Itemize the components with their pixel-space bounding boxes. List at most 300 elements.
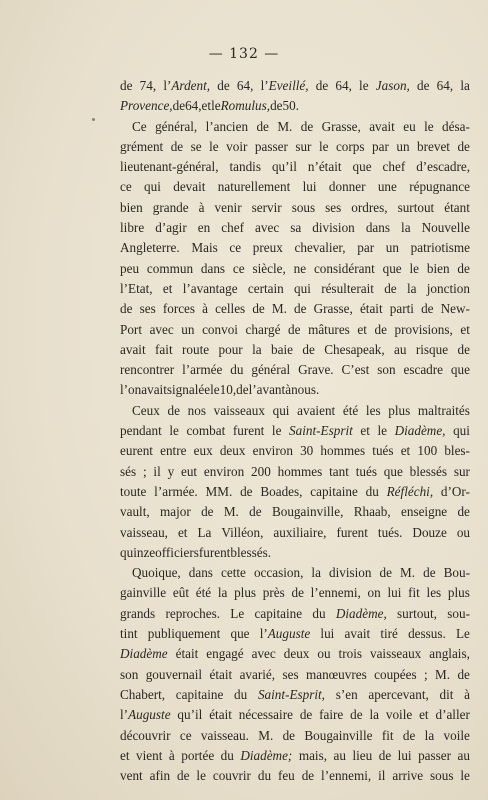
text-line <box>120 502 470 522</box>
word: chargé <box>245 321 281 337</box>
word: environ <box>203 463 245 479</box>
word: servir <box>251 199 282 215</box>
word: manœuvres <box>305 666 367 682</box>
word: lieu <box>352 747 373 763</box>
word: venir <box>214 199 242 215</box>
word: sous <box>430 768 454 784</box>
word: 64, <box>185 98 202 114</box>
word: Diadème, <box>335 605 387 621</box>
word: résulterait <box>321 280 374 296</box>
word: afin <box>149 768 171 784</box>
word: de <box>294 301 307 317</box>
word: de <box>417 78 430 93</box>
word: grands <box>120 605 156 621</box>
word: vaisseau, <box>120 524 168 540</box>
word: 30 <box>300 443 314 459</box>
word: devait <box>173 179 206 195</box>
word: chevalier, <box>294 240 346 256</box>
word: tués <box>372 443 394 459</box>
word: patriotisme <box>410 240 470 256</box>
word: commun <box>146 260 194 276</box>
word: de <box>291 585 304 601</box>
word: avait <box>344 626 371 642</box>
word: avarié, <box>239 666 276 682</box>
word: était <box>359 301 383 317</box>
word: toute <box>120 483 147 499</box>
word: de <box>120 78 133 93</box>
word: donner <box>328 179 366 195</box>
word: Nouvelle <box>421 220 470 236</box>
word: entre <box>160 443 187 459</box>
word: capitaine <box>254 605 303 621</box>
word: furent <box>336 524 368 540</box>
word: M. <box>277 118 293 134</box>
word: vient <box>136 747 163 763</box>
word: Rhaab, <box>353 504 391 520</box>
word: qui <box>294 280 311 296</box>
word: de <box>236 382 249 398</box>
word: répugnance <box>409 179 470 195</box>
word: et <box>419 707 429 723</box>
word: deux <box>219 443 246 459</box>
word: il <box>378 768 386 784</box>
word: les <box>365 402 381 418</box>
word: passer <box>254 138 288 154</box>
word: l’ennemi, <box>310 585 361 601</box>
word: Ceux <box>132 402 160 418</box>
word: que <box>230 626 250 642</box>
word: du <box>230 362 244 378</box>
word: de <box>299 707 313 723</box>
word: le <box>460 768 470 784</box>
word: l’armée. <box>154 483 198 499</box>
word: feu <box>277 768 295 784</box>
page-number: — 132 — <box>208 46 280 62</box>
word: chef <box>221 220 244 236</box>
word: de <box>350 707 363 723</box>
word: que <box>450 362 470 378</box>
word: l’ennemi, <box>321 768 372 784</box>
word: jonction <box>426 280 470 296</box>
word: avait <box>369 118 395 134</box>
word: M. <box>400 565 416 581</box>
word: de <box>457 504 470 520</box>
word: pendant <box>120 423 162 439</box>
word: le <box>409 260 420 276</box>
word: avec <box>251 646 276 662</box>
word: lui <box>387 585 402 601</box>
text-line <box>120 746 470 766</box>
word: bles- <box>444 443 470 459</box>
word: le <box>210 382 220 398</box>
word: de <box>302 341 315 357</box>
text-line <box>120 462 470 482</box>
text-line <box>120 685 470 705</box>
word: près <box>262 585 285 601</box>
text-line <box>120 644 470 664</box>
word: ses <box>325 199 342 215</box>
word: le <box>169 423 179 439</box>
word: tués <box>355 463 377 479</box>
text-line <box>120 177 470 197</box>
word: Diadème <box>120 646 168 662</box>
word: plus <box>234 585 257 601</box>
word: qu’il <box>271 159 297 175</box>
word: brevet <box>417 138 450 154</box>
text-line <box>120 563 470 583</box>
word: et <box>201 98 212 114</box>
word: fit <box>408 585 420 601</box>
word: furent <box>198 544 231 560</box>
word: Boades, <box>260 483 303 499</box>
word: La <box>197 524 212 540</box>
word: sous <box>291 199 316 215</box>
word: Bougainville <box>304 727 373 743</box>
word: engagé <box>206 646 244 662</box>
word: avait <box>141 382 167 398</box>
word: fait <box>155 341 173 357</box>
word: et <box>400 443 411 459</box>
text-line <box>120 665 470 685</box>
word: M. <box>271 301 287 317</box>
word: lieutenant-général, <box>120 159 219 175</box>
word: couvrir <box>212 768 251 784</box>
word: de <box>402 727 416 743</box>
word: naturellement <box>217 179 291 195</box>
word: de <box>256 118 269 134</box>
word: le <box>271 423 282 439</box>
word: certain <box>247 280 284 296</box>
word: sou- <box>447 605 470 621</box>
word: environ <box>252 443 293 459</box>
word: Chesapeak, <box>324 341 385 357</box>
word: de <box>120 301 133 317</box>
word: de <box>457 341 470 357</box>
word: du <box>220 747 234 763</box>
text-line <box>120 360 470 380</box>
word: 200 <box>251 463 271 479</box>
word: la <box>406 280 417 296</box>
word: l’avantage <box>182 280 238 296</box>
text-line <box>120 523 470 543</box>
word: s’en <box>335 686 358 702</box>
word: un <box>181 321 195 337</box>
word: ce <box>120 179 132 195</box>
word: dit <box>439 686 454 702</box>
word: route <box>182 341 210 357</box>
text-line <box>120 624 470 644</box>
word: baie <box>271 341 293 357</box>
word: publiquement <box>147 626 221 642</box>
word: voile <box>385 707 413 723</box>
word: grande <box>152 199 189 215</box>
word: signalée <box>166 382 211 398</box>
word: y <box>167 463 175 479</box>
word: ce <box>229 240 242 256</box>
word: que <box>383 463 403 479</box>
word: du <box>312 605 326 621</box>
word: bien <box>426 260 450 276</box>
word: de <box>252 301 265 317</box>
word: de <box>421 301 434 317</box>
word: l’Eveillé, <box>260 78 309 93</box>
word: qui <box>453 423 470 439</box>
text-line <box>120 441 470 461</box>
word: ; <box>423 666 428 682</box>
word: portée <box>181 747 215 763</box>
word: au <box>394 341 407 357</box>
word: chef <box>382 159 406 175</box>
word: voile <box>443 727 470 743</box>
word: de <box>177 768 190 784</box>
text-line <box>120 604 470 624</box>
word: apercevant, <box>368 686 429 702</box>
word: eux <box>193 443 213 459</box>
text-line <box>120 76 470 96</box>
word: 74, <box>139 78 157 93</box>
word: provisions, <box>394 321 453 337</box>
word: Diadème; <box>240 747 293 763</box>
word: de <box>315 78 329 93</box>
word: C’est <box>341 362 370 378</box>
word: hommes <box>320 443 366 459</box>
word: occasion, <box>253 565 304 581</box>
word: forces <box>162 301 196 317</box>
word: que <box>382 260 402 276</box>
word: lui <box>320 626 335 642</box>
word: nos <box>187 402 206 418</box>
word: auxiliaire, <box>273 524 327 540</box>
word: dans <box>365 220 390 236</box>
word: Bou- <box>443 565 470 581</box>
word: mâtures <box>308 321 350 337</box>
word: et <box>360 423 370 439</box>
word: ses <box>139 301 156 317</box>
word: eut <box>180 463 198 479</box>
word: de <box>457 138 470 154</box>
word: tués. <box>377 524 403 540</box>
text-line <box>120 157 470 177</box>
word: l’avant <box>248 382 286 398</box>
word: dans <box>188 565 213 581</box>
word: blessés. <box>230 544 272 560</box>
word: surtout, <box>397 605 437 621</box>
word: de <box>270 98 283 114</box>
word: pour <box>218 341 243 357</box>
word: sur <box>295 138 312 154</box>
word: Port <box>120 321 142 337</box>
word: de <box>201 504 214 520</box>
word: Angleterre. <box>120 240 180 256</box>
word: de <box>457 666 470 682</box>
word: coupées <box>374 666 417 682</box>
word: enseigne <box>401 504 448 520</box>
word: eu <box>403 118 416 134</box>
word: était <box>209 666 233 682</box>
word: à <box>202 301 209 317</box>
word: nous. <box>291 382 320 398</box>
word: Ce <box>132 118 147 134</box>
word: en <box>197 220 211 236</box>
word: MM. <box>205 483 233 499</box>
word: à <box>285 382 292 398</box>
word: l’ancien <box>205 118 249 134</box>
word: de <box>457 260 470 276</box>
word: faire <box>319 707 344 723</box>
word: le <box>196 768 206 784</box>
word: Grasse, <box>313 301 353 317</box>
word: fit <box>381 727 394 743</box>
word: 10, <box>219 382 237 398</box>
word: la <box>460 78 470 93</box>
text-line <box>120 96 470 116</box>
word: l’Auguste <box>259 626 311 642</box>
word: quinze <box>120 544 156 560</box>
word: mais, <box>298 747 328 763</box>
word: de <box>167 402 180 418</box>
word: grément <box>120 138 164 154</box>
word: étant <box>444 199 470 215</box>
word: tint <box>120 626 138 642</box>
word: et <box>460 321 470 337</box>
word: celles <box>215 301 246 317</box>
word: tant <box>329 463 349 479</box>
word: Villéon, <box>221 524 264 540</box>
text-line <box>120 198 470 218</box>
paper-spot <box>92 118 95 121</box>
word: tiré <box>380 626 398 642</box>
word: l’on <box>120 382 142 398</box>
text-line <box>120 482 470 502</box>
word: du <box>257 768 272 784</box>
word: Grave. <box>298 362 334 378</box>
word: de <box>423 565 436 581</box>
word: arrive <box>392 768 424 784</box>
word: ses <box>282 666 299 682</box>
word: que <box>352 159 372 175</box>
word: Saint-Esprit <box>289 423 353 439</box>
word: officiers <box>155 544 199 560</box>
text-line <box>120 380 470 400</box>
word: l’Etat, <box>120 280 153 296</box>
word: rencontrer <box>120 362 175 378</box>
word: par <box>372 138 389 154</box>
word: nécessaire <box>238 707 293 723</box>
text-line <box>120 766 470 786</box>
word: et <box>357 321 367 337</box>
word: cette <box>221 565 246 581</box>
text-line <box>120 117 470 137</box>
word: sa <box>290 220 302 236</box>
word: corps <box>335 138 365 154</box>
word: et <box>162 280 173 296</box>
word: d’Or- <box>440 483 470 499</box>
text-line <box>120 218 470 238</box>
word: de <box>172 98 186 114</box>
word: peu <box>120 260 140 276</box>
word: Bougainville, <box>271 504 344 520</box>
word: de <box>288 321 301 337</box>
text-line <box>120 299 470 319</box>
word: Saint-Esprit, <box>257 686 325 702</box>
text-line <box>120 401 470 421</box>
word: avec <box>149 321 174 337</box>
word: l’Auguste <box>120 707 171 723</box>
word: gainville <box>120 585 167 601</box>
body-text <box>120 76 470 786</box>
word: été <box>195 585 212 601</box>
word: M. <box>223 504 239 520</box>
word: parti <box>389 301 414 317</box>
word: sés <box>120 463 137 479</box>
text-line <box>120 421 470 441</box>
word: le <box>211 98 221 114</box>
word: lui <box>302 179 317 195</box>
word: du <box>234 686 248 702</box>
word: ce <box>232 260 245 276</box>
word: désa- <box>442 118 470 134</box>
word: le <box>359 78 369 93</box>
word: de <box>249 504 262 520</box>
word: le <box>377 423 387 439</box>
word: Provence, <box>120 98 173 114</box>
word: du <box>365 483 379 499</box>
word: trois <box>338 646 362 662</box>
word: Le <box>455 626 470 642</box>
word: blessés <box>409 463 448 479</box>
word: de <box>282 727 296 743</box>
word: de <box>378 747 392 763</box>
word: preux <box>252 240 283 256</box>
text-line <box>120 340 470 360</box>
word: Quoique, <box>132 565 181 581</box>
word: la <box>311 565 321 581</box>
word: par <box>357 240 375 256</box>
word: risque <box>415 341 449 357</box>
word: d’agir <box>155 220 187 236</box>
word: l’Ardent, <box>163 78 211 93</box>
word: était <box>175 646 199 662</box>
word: il <box>153 463 161 479</box>
word: le <box>318 138 329 154</box>
word: de <box>300 118 314 134</box>
word: vaisseau. <box>200 727 249 743</box>
word: maltraités <box>417 402 470 418</box>
word: 64, <box>436 78 454 93</box>
word: Douze <box>412 524 447 540</box>
word: son <box>377 362 396 378</box>
word: Jason, <box>375 78 410 93</box>
word: furent <box>232 423 265 439</box>
word: vault, <box>120 504 150 520</box>
word: 50. <box>282 98 299 114</box>
word: capitaine <box>175 686 224 702</box>
word: une <box>377 179 397 195</box>
word: division <box>329 565 372 581</box>
word: on <box>367 585 381 601</box>
word: qui <box>272 402 290 418</box>
word: siècle, <box>252 260 286 276</box>
word: 100 <box>417 443 438 459</box>
text-line <box>120 279 470 299</box>
word: la <box>252 341 262 357</box>
word: son <box>120 666 139 682</box>
word: dessus. <box>408 626 446 642</box>
word: ; <box>142 463 147 479</box>
word: reproches. <box>165 605 221 621</box>
word: division <box>312 220 355 236</box>
word: vaisseaux <box>213 402 265 418</box>
